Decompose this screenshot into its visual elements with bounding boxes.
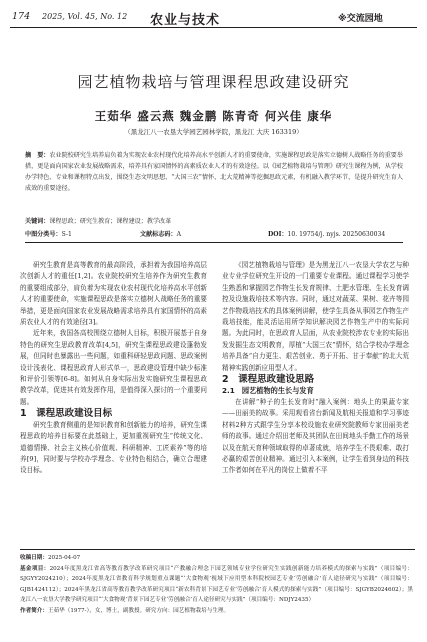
section-heading-2: 2 课程思政建设思路 bbox=[222, 374, 315, 386]
doi-value: 10. 19754/j. nyjs. 20250630034 bbox=[287, 231, 386, 238]
paragraph: 《园艺植物栽培与管理》是为黑龙江八一农垦大学农艺与种业专业学位研究生开设的一门重要专业课程。通过课程学习使学生熟悉和掌握园艺作物生长发育规律、土肥水管理、生长发育调控及设施栽培技术等内容。同时，通过对蔬菜、果树、花卉等园艺作物栽培技术的具体案例讲解，使学生具备从事园艺作物生产栽培技能，能灵活运用所学知识解决园艺作物生产中的实际问题。为此同时，在思政育人层面，从农业院校涉农专业的实际出发发掘生态文明教育，厚植“大国三农”情怀，结合学校办学理念培养具备“自力更生、艰苦创业、勇于开拓、甘于奉献”的北大荒精神实践创新应用型人才。 bbox=[222, 261, 409, 372]
column-name: ※交流园地 bbox=[338, 14, 383, 24]
paragraph: 近年来，我国各高校围绕立德树人目标，积极开展基于自身特色的研究生思政教育改革[4,5]，研究生课程思政建设蓬勃发展，但同时也暴露出一些问题，如重科研轻思政问题、思政案例设计浅表化、课程思政育人形式单一，思政建设管理中缺少标准和评价引领等[6-8]。如何从自身实际出发实施研究生课程思政教学改革，促进其有效发挥作用，是值得深入探讨的一个重要问题。 bbox=[20, 329, 207, 406]
paragraph: 研究生教育侧重的是知识教育和创新能力的培养，研究生课程思政的培养目标要在此基础上，更加重视研究生“传统文化、道德情操、社会主义核心价值观、科研精神、工匠素养”等的培养[9]，同时要与学校办学理念、专业特色相结合，确立合理建设目标。 bbox=[20, 420, 207, 475]
clc-label: 中图分类号： bbox=[25, 231, 62, 238]
footnote-rule bbox=[20, 549, 415, 550]
keywords-text: 课程思政；研究生教育；课程建设；教学改革 bbox=[49, 218, 172, 225]
subsection-heading-2-1: 2.1 园艺植物的生长与发育 bbox=[222, 386, 314, 396]
page-number: 174 bbox=[12, 11, 31, 22]
clc-code: S-1 bbox=[61, 231, 72, 238]
abstract-label: 摘 要： bbox=[25, 152, 50, 159]
abstract-text: 农业院校研究生培养肩负着为实现农业农村现代化培养高水平创新人才的重要使命，实施课程思政是落实立德树人战略任务的重要举措，更是面向国家农业发展战略需求，培养具有家国情怀的高素质农业人才的有效途径。以《园艺植物栽培与管理》研究生课程为例，从学校办学特色、专业和课程特点出发，围绕生态文明思想、“大国三农”情怀、北大荒精神等挖掘思政元素，有机融入教学环节，是提升研究生育人成效的重要途径。 bbox=[25, 152, 404, 192]
header-rule bbox=[10, 27, 417, 28]
doc-code-label: 文献标志码： bbox=[140, 231, 177, 238]
journal-name: 农业与技术 bbox=[150, 13, 221, 28]
fund-info: 基金项目：2024年度黑龙江省高等教育教学改革研究项目“产教融合理念下园艺领域专业学位研究生实践创新能力培养模式的探索与实践”（项目编号：SJGYY2024210）；2024年度黑龙江省教育科学规划重点课题“‘大食物观’视域下应用型本科院校园艺专业‘劳创融合’育人途径研究与实践”（项目编号：GJB1424112）；2024年黑龙江省高等教育教学改革研究项目“新农科背景下园艺专业‘劳创融合’育人模式的探索与实践”（项目编号：SJGYB2024602）；黑龙江八一农垦大学教学研究项目“‘大食物观’背景下园艺专业‘劳创融合’育人途径研究与实践”（项目编号：NDJY2435） bbox=[20, 565, 413, 603]
keywords-label: 关键词： bbox=[25, 218, 50, 225]
abstract-rule bbox=[25, 242, 403, 243]
footnote bbox=[20, 553, 413, 616]
volume-info: 2025, Vol. 45, No. 12 bbox=[42, 12, 128, 21]
paragraph: 研究生教育是高等教育的最高阶段，承担着为我国培养高层次创新人才的重任[1,2]。农业院校研究生培养作为研究生教育的重要组成部分，肩负着为实现农业农村现代化培养高水平创新人才的重要使命，实施课程思政是落实立德树人战略任务的重要举措，更是面向国家农业发展战略需求培养具有家国情怀的高素质农业人才的有效途径[3]。 bbox=[20, 261, 207, 327]
doc-code: A bbox=[176, 231, 181, 238]
author-bio: 作者简介：王茹华（1977-），女，博士，副教授。研究方向：园艺植物栽培与生理。 bbox=[20, 607, 230, 614]
body-right-column bbox=[222, 260, 409, 477]
paragraph: 在讲解“种子的生长发育时”融入案例：地头上的果蔬专家——田丽美的故事。采用观看省台新闻及航相关报道和学习事迹材料2种方式跟学生分享本校设施农业研究院教师专家田丽美老师的故事。通过介绍田老师及其团队在田间地头手勤工作的场景以及在航天育种领域取得的卓著成就，培养学生不畏艰难、敢打必赢的艰苦创业精神。通过引入本案例，让学生看到身边的科技工作者如何在平凡的岗位上做着不平 bbox=[222, 397, 409, 475]
keywords bbox=[25, 216, 405, 225]
doi-label: DOI： bbox=[268, 231, 288, 238]
section-heading-1: 1 课程思政建设目标 bbox=[20, 408, 113, 420]
body-left-column bbox=[20, 260, 207, 477]
received-date: 收稿日期：2025-04-07 bbox=[20, 555, 81, 561]
abstract bbox=[25, 150, 403, 194]
affiliation: （黑龙江八一农垦大学园艺园林学院，黑龙江 大庆 163319） bbox=[124, 128, 303, 136]
paper-title: 园艺植物栽培与管理课程思政建设研究 bbox=[77, 73, 350, 91]
authors: 王茹华 盛云燕 魏金鹏 陈青奇 何兴佳 康华 bbox=[94, 109, 333, 123]
